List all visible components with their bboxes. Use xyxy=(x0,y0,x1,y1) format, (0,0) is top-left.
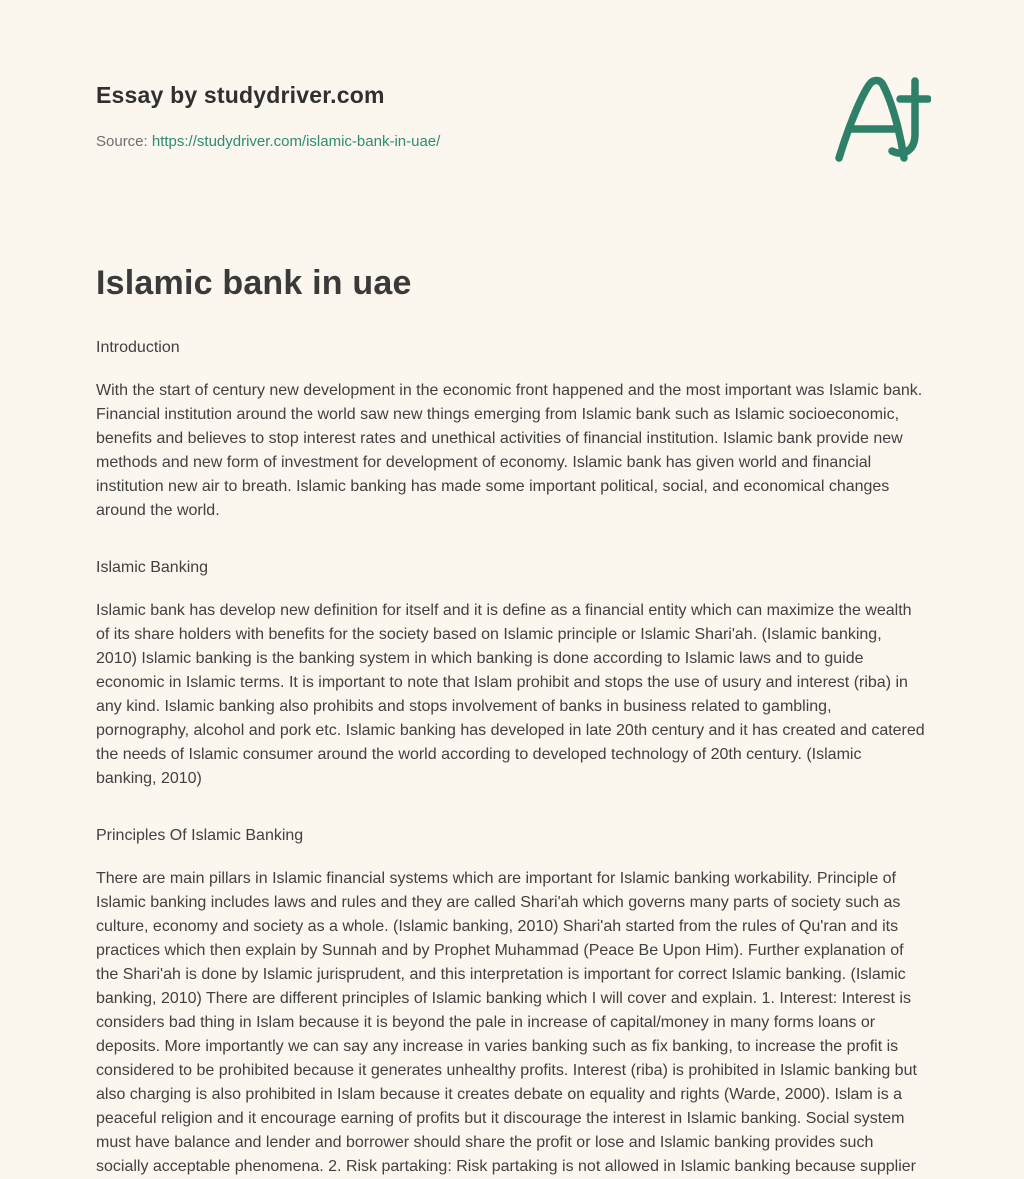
source-line xyxy=(96,133,440,150)
page-title: Islamic bank in uae xyxy=(96,264,412,302)
section-introduction xyxy=(96,339,925,523)
section-heading: Introduction xyxy=(96,339,180,356)
section-islamic-banking xyxy=(96,559,925,791)
page-header xyxy=(96,78,925,164)
section-heading: Principles Of Islamic Banking xyxy=(96,827,304,844)
essay-byline: Essay by studydriver.com xyxy=(96,82,385,108)
section-body-text: Islamic bank has develop new definition for itself and it is define as a financial entity which can maximize the wealth of its share holders with benefits for the society based on Islamic principle or Islamic Shari'ah. (Islamic banking, 2010) Islamic banking is the banking system in which banking is done according to Islamic laws and to guide economic in Islamic terms. It is important to note that Islam prohibit and stops the use of usury and interest (riba) in any kind. Islamic banking also prohibits and stops involvement of banks in business related to gambling, pornography, alcohol and pork etc. Islamic banking has developed in late 20th century and it has created and catered the needs of Islamic consumer around the world according to developed technology of 20th century. (Islamic banking, 2010) xyxy=(96,602,925,787)
section-body-text: There are main pillars in Islamic financial systems which are important for Islamic banking workability. Principle of Islamic banking includes laws and rules and they are called Shari'ah which governs many parts of society such as culture, economy and society as a whole. (Islamic banking, 2010) Shari'ah started from the rules of Qu'ran and its practices which then explain by Sunnah and by Prophet Muhammad (Peace Be Upon Him). Further explanation of the Shari'ah is done by Islamic jurisprudent, and this interpretation is important for correct Islamic banking. (Islamic banking, 2010) There are different principles of Islamic banking which I will cover and explain. 1. Interest: Interest is considers bad thing in Islam because it is beyond the pale in increase of capital/money in many forms loans or deposits. More importantly we can say any increase in varies banking such as fix banking, to increase the profit is considered to be prohibited because it generates unhealthy profits. Interest (riba) is prohibited in Islamic banking but also charging is also prohibited in Islam because it creates debate on equality and rights (Warde, 2000). Islam is a peaceful religion and it encourage earning of profits but it discourage the interest in Islamic banking. Social system must have balance and lender and borrower should share the profit or lose and Islamic banking provides such socially acceptable phenomena. 2. Risk partaking: Risk partaking is not allowed in Islamic banking because supplier xyxy=(96,870,917,1175)
header-text-block xyxy=(96,78,440,150)
source-label: Source: xyxy=(96,133,148,150)
section-body-text: With the start of century new development in the economic front happened and the most important was Islamic bank. Financial institution around the world saw new things emerging from Islamic bank such as Islamic socioeconomic, benefits and believes to stop interest rates and unethical activities of financial institution. Islamic bank provide new methods and new form of investment for development of economy. Islamic bank has given world and financial institution new air to breath. Islamic banking has made some important political, social, and economical changes around the world. xyxy=(96,382,923,519)
studydriver-logo-icon xyxy=(831,74,931,164)
section-principles xyxy=(96,827,925,1179)
source-url-link[interactable]: https://studydriver.com/islamic-bank-in-uae/ xyxy=(151,133,441,150)
section-heading: Islamic Banking xyxy=(96,559,209,576)
